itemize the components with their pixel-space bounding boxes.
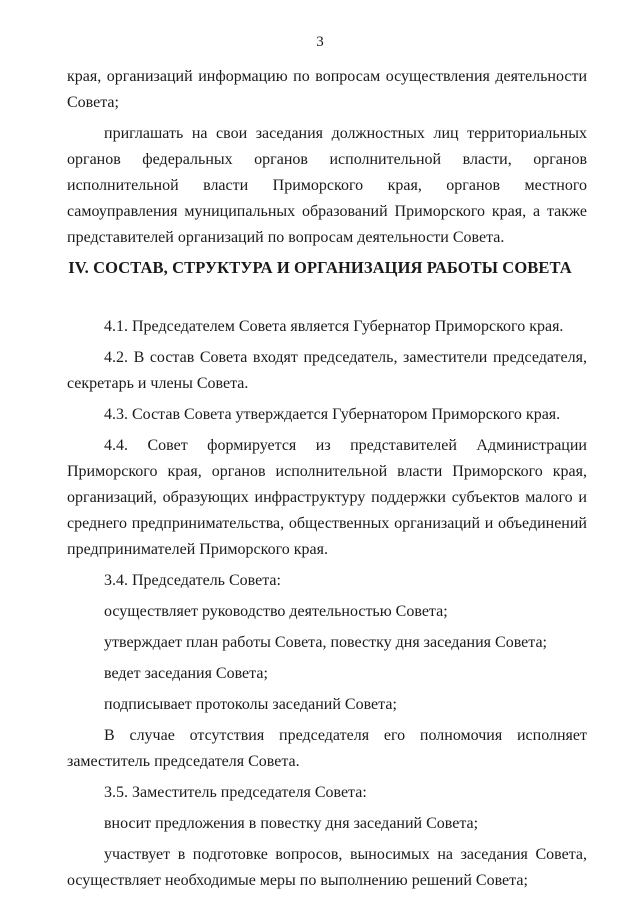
paragraph: осуществляет руководство деятельностью Совета; bbox=[104, 603, 448, 620]
section-body bbox=[67, 314, 587, 899]
page-number: 3 bbox=[316, 34, 324, 50]
paragraph: 3.5. Заместитель председателя Совета: bbox=[104, 784, 367, 801]
paragraph: подписывает протоколы заседаний Совета; bbox=[104, 696, 397, 713]
paragraph: ведет заседания Совета; bbox=[104, 665, 268, 682]
paragraph: приглашать на свои заседания должностных лиц территориальных органов федеральных органов исполнительной власти, органов исполнительной власти Приморского края, органов местного самоуправления муниципальных образований Приморского края, а также представителей организаций по вопросам деятельности Совета. bbox=[67, 125, 587, 246]
paragraph: 3.4. Председатель Совета: bbox=[104, 572, 281, 589]
paragraph: 4.2. В состав Совета входят председатель, заместители председателя, секретарь и члены Совета. bbox=[67, 349, 587, 392]
paragraph: края, организаций информацию по вопросам осуществления деятельности Совета; bbox=[67, 68, 587, 111]
paragraph: вносит предложения в повестку дня заседаний Совета; bbox=[104, 815, 479, 832]
paragraph: В случае отсутствия председателя его полномочия исполняет заместитель председателя Совета. bbox=[67, 727, 587, 770]
paragraph: 4.4. Совет формируется из представителей Администрации Приморского края, органов исполнительной власти Приморского края, организаций, образующих инфраструктуру поддержки субъектов малого и среднего предпринимательства, общественных организаций и объединений предпринимателей Приморского края. bbox=[67, 437, 587, 558]
paragraph: 4.1. Председателем Совета является Губернатор Приморского края. bbox=[104, 318, 564, 335]
top-text-block bbox=[67, 64, 587, 256]
section-heading: IV. СОСТАВ, СТРУКТУРА И ОРГАНИЗАЦИЯ РАБОТЫ СОВЕТА bbox=[68, 258, 572, 277]
paragraph: 4.3. Состав Совета утверждается Губернатором Приморского края. bbox=[104, 406, 561, 423]
paragraph: участвует в подготовке вопросов, выносимых на заседания Совета, осуществляет необходимые меры по выполнению решений Совета; bbox=[67, 846, 587, 889]
paragraph: утверждает план работы Совета, повестку дня заседания Совета; bbox=[104, 634, 547, 651]
